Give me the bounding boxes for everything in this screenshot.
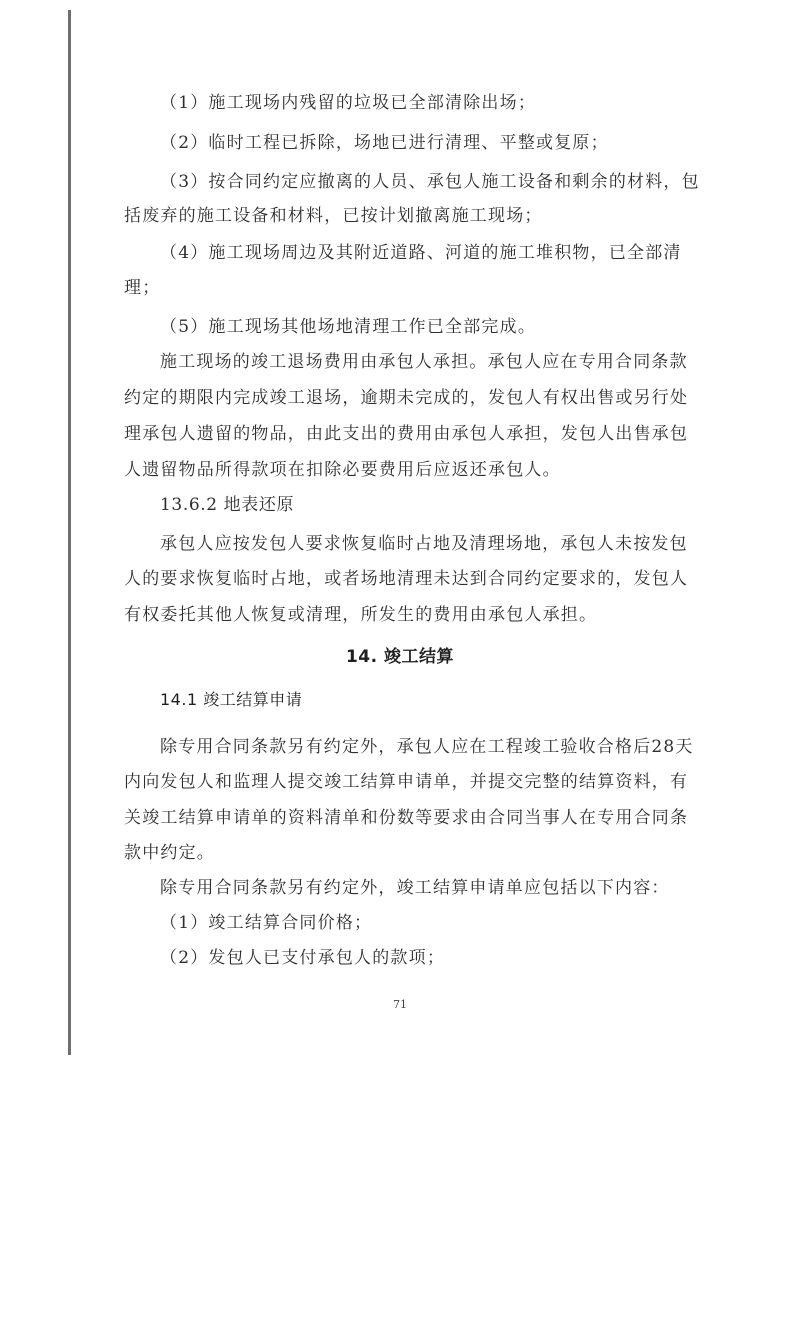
text-line-21: （1）竣工结算合同价格； [160,913,373,933]
text-line-1: （1）施工现场内残留的垃圾已全部清除出场； [160,93,537,113]
text-line-18: 关竣工结算申请单的资料清单和份数等要求由合同当事人在专用合同条 [124,808,689,828]
section-title: 14. 竣工结算 [345,647,455,667]
text-line-19: 款中约定。 [124,843,215,863]
text-line-11: 人遗留物品所得款项在扣除必要费用后应返还承包人。 [124,460,561,480]
text-line-7: （5）施工现场其他场地清理工作已全部完成。 [160,317,537,337]
text-line-8: 施工现场的竣工退场费用由承包人承担。承包人应在专用合同条款 [160,352,688,372]
text-line-4: 括废弃的施工设备和材料，已按计划撤离施工现场； [124,206,543,226]
text-line-22: （2）发包人已支付承包人的款项； [160,948,446,968]
text-line-17: 内向发包人和监理人提交竣工结算申请单，并提交完整的结算资料，有 [124,772,689,792]
text-line-13: 承包人应按发包人要求恢复临时占地及清理场地，承包人未按发包 [160,534,688,554]
subsection-title: 14.1 竣工结算申请 [160,690,303,709]
text-line-20: 除专用合同条款另有约定外，竣工结算申请单应包括以下内容： [160,878,670,898]
text-line-5: （4）施工现场周边及其附近道路、河道的施工堆积物，已全部清 [160,243,682,263]
text-line-6: 理； [124,278,161,298]
text-line-16: 除专用合同条款另有约定外，承包人应在工程竣工验收合格后28天 [160,737,694,757]
section-13-6-2-heading: 13.6.2 地表还原 [160,495,295,515]
text-line-9: 约定的期限内完成竣工退场，逾期未完成的，发包人有权出售或另行处 [124,388,689,408]
text-line-3: （3）按合同约定应撤离的人员、承包人施工设备和剩余的材料，包 [160,172,700,192]
text-line-14: 人的要求恢复临时占地，或者场地清理未达到合同约定要求的，发包人 [124,569,689,589]
text-line-2: （2）临时工程已拆除，场地已进行清理、平整或复原； [160,133,609,153]
page-number: 71 [393,998,407,1011]
text-line-10: 理承包人遗留的物品，由此支出的费用由承包人承担，发包人出售承包 [124,424,689,444]
text-line-15: 有权委托其他人恢复或清理，所发生的费用由承包人承担。 [124,605,598,625]
